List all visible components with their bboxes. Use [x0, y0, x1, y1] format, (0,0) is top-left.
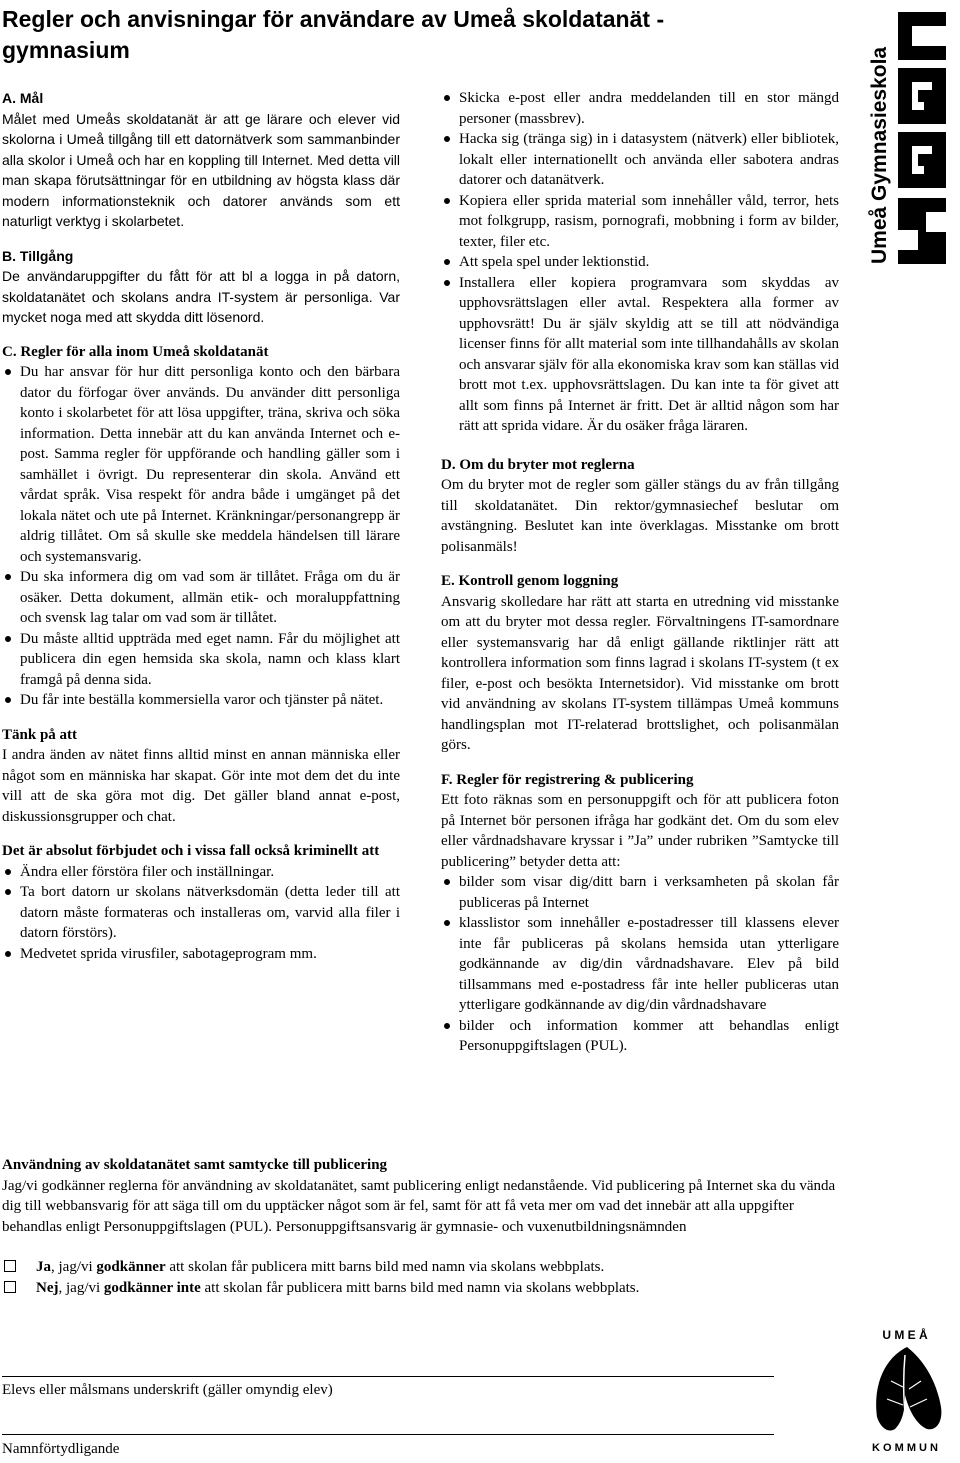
list-item: bilder som visar dig/ditt barn i verksamheten på skolan får publiceras på Internet — [441, 872, 839, 913]
section-c — [2, 342, 400, 711]
forbidden-heading: Det är absolut förbjudet och i vissa fall också kriminellt att — [2, 843, 380, 859]
section-a — [2, 88, 400, 232]
section-a-heading: A. Mål — [2, 90, 44, 106]
bullet-icon — [5, 574, 11, 580]
bullet-icon — [5, 636, 11, 642]
list-item: Du får inte beställa kommersiella varor och tjänster på nätet. — [2, 690, 400, 711]
svg-text:Umeå Gymnasieskola: Umeå Gymnasieskola — [868, 46, 891, 264]
bullet-icon — [444, 920, 450, 926]
list-item: klasslistor som innehåller e-postadresser till klassens elever inte får publiceras på skolans hemsida utan ytterligare godkännande av dig/din vårdnadshavare. Elev på bild tillsammans med e-postadress får inte heller publiceras utan ytterligare godkännande av dig/din vårdnadshavare — [441, 913, 839, 1016]
left-column — [2, 88, 400, 964]
bullet-icon — [5, 369, 11, 375]
forbidden-section — [2, 841, 400, 964]
right-column — [441, 88, 839, 1057]
section-c-list — [2, 362, 400, 711]
list-item: bilder och information kommer att behandlas enligt Personuppgiftslagen (PUL). — [441, 1016, 839, 1057]
think-text: I andra änden av nätet finns alltid minst en annan människa eller något som en människa har skapat. Gör inte mot dem det du inte vill att de ska göra mot dig. Det gäller bland annat e-post, diskussionsgrupper och chat. — [2, 747, 400, 825]
forbidden-list-continued — [441, 88, 839, 437]
bullet-icon — [5, 869, 11, 875]
umea-kommun-logo — [855, 1325, 955, 1455]
section-d-text: Om du bryter mot de regler som gäller stängs du av från tillgång till skoldatanätet. Din rektor/gymnasiechef beslutar om avstängning. Beslutet kan inte överklagas. Misstanke om brott polisanmäls! — [441, 477, 839, 555]
bullet-icon — [5, 951, 11, 957]
section-b-text: De användaruppgifter du fått för att bl a logga in på datorn, skoldatanätet och skolans andra IT-system är personliga. Var mycket noga med att skydda ditt lösenord. — [2, 268, 400, 325]
list-item: Ändra eller förstöra filer och inställningar. — [2, 862, 400, 883]
think-section — [2, 725, 400, 828]
yes-checkbox[interactable] — [4, 1260, 16, 1272]
section-a-text: Målet med Umeås skoldatanät är att ge lärare och elever vid skolorna i Umeå tillgång till ett datornätverk som sammanbinder alla skolor i Umeå och har en koppling till Internet. Med detta vill man skapa förutsättningar för en utbildning av högsta klass där modern informationsteknik och datorer används som ett naturligt verktyg i skolarbetet. — [2, 110, 401, 229]
svg-text:U M E Å: U M E Å — [882, 1328, 928, 1342]
bullet-icon — [444, 1023, 450, 1029]
signature-line[interactable] — [2, 1376, 774, 1377]
consent-no-option[interactable]: Nej, jag/vi godkänner inte att skolan får publicera mitt barns bild med namn via skolans webbplats. — [2, 1278, 837, 1299]
section-e-text: Ansvarig skolledare har rätt att starta en utredning vid misstanke om att du bryter mot dessa regler. Förvaltningens IT-samordnare eller systemansvarig har då enligt gällande riktlinjer rätt att kontrollera information som finns lagrad i skolans IT-system (t ex filer, e-post och besökta Internetsidor). Vid misstanke om brott vid användning av skolans IT-system tillämpas Umeå kommuns handlingsplan mot IT-relaterad brottslighet, och polisanmälan görs. — [441, 593, 839, 753]
list-item: Du ska informera dig om vad som är tillåtet. Fråga om du är osäker. Detta dokument, allmän etik- och moraluppfattning och svensk lag talar om vad som är tillåtet. — [2, 567, 400, 629]
list-item: Att spela spel under lektionstid. — [441, 252, 839, 273]
section-b-heading: B. Tillgång — [2, 247, 74, 264]
bullet-icon — [444, 879, 450, 885]
umea-gymnasieskola-logo — [866, 6, 956, 268]
consent-section — [2, 1155, 837, 1298]
bullet-icon — [444, 259, 450, 265]
uggs-logo-icon — [866, 6, 956, 268]
consent-text: Jag/vi godkänner reglerna för användning av skoldatanätet, samt publicering enligt nedanstående. Vid publicering på Internet ska du vända dig till webbansvarig för att säga till om du upptäcker något som är fel, samt för att få veta mer om vad det innebär att alla uppgifter behandlas enligt Personuppgiftslagen (PUL). Personuppgiftsansvarig är gymnasie- och vuxenutbildningsnämnden — [2, 1177, 836, 1235]
list-item: Skicka e-post eller andra meddelanden till en stor mängd personer (massbrev). — [441, 88, 839, 129]
bullet-icon — [444, 136, 450, 142]
bullet-icon — [5, 889, 11, 895]
consent-heading: Användning av skoldatanätet samt samtycke till publicering — [2, 1157, 388, 1173]
bullet-icon — [444, 198, 450, 204]
think-heading: Tänk på att — [2, 726, 78, 743]
list-item: Du måste alltid uppträda med eget namn. Får du möjlighet att publicera din egen hemsida ska skola, namn och klass klart framgå på denna sida. — [2, 629, 400, 691]
bullet-icon — [444, 95, 450, 101]
svg-text:K O M M U N: K O M M U N — [872, 1442, 938, 1454]
name-clarification-label: Namnförtydligande — [2, 1441, 120, 1457]
section-f-text: Ett foto räknas som en personuppgift och för att publicera foton på Internet bör personen ifråga har godkänt det. Om du som elev eller vårdnadshavare kryssar i ”Ja” under rubriken ”Samtycke till publicering” betyder detta att: — [441, 792, 839, 870]
page-title: Regler och anvisningar för användare av Umeå skoldatanät - gymnasium — [2, 6, 665, 63]
consent-yes-option[interactable]: Ja, jag/vi godkänner att skolan får publicera mitt barns bild med namn via skolans webbplats. — [2, 1257, 837, 1278]
section-f-heading: F. Regler för registrering & publicering — [441, 771, 694, 788]
section-e-heading: E. Kontroll genom loggning — [441, 573, 619, 589]
bullet-icon — [5, 697, 11, 703]
forbidden-list — [2, 862, 400, 965]
birch-leaf-icon — [855, 1325, 955, 1455]
list-item: Installera eller kopiera programvara som skyddas av upphovsrättslagen eller avtal. Respektera alla former av upphovsrätt! Du är själv skyldig att se till att nödvändiga licenser finns för allt material som inte tillhandahålls av skolan och ansvarar själv för alla ekonomiska krav som kan ställas vid brott mot t.ex. upphovsrättslagen. Du kan inte ta för givet att allt som finns på Internet är fritt. Det är alltid någon som har rätt att sprida vidare. Är du osäker fråga läraren. — [441, 273, 839, 437]
no-checkbox[interactable] — [4, 1281, 16, 1293]
section-b — [2, 246, 400, 328]
list-item: Kopiera eller sprida material som innehåller våld, terror, hets mot folkgrupp, rasism, pornografi, mobbning i form av bilder, texter, filer etc. — [441, 191, 839, 253]
section-e — [441, 571, 839, 756]
section-f-list — [441, 872, 839, 1057]
section-f — [441, 770, 839, 1057]
section-c-heading: C. Regler för alla inom Umeå skoldatanät — [2, 343, 269, 360]
list-item: Ta bort datorn ur skolans nätverksdomän (detta leder till att datorn måste formateras och installeras om, varvid alla filer i datorn förstörs). — [2, 882, 400, 944]
list-item: Du har ansvar för hur ditt personliga konto och den bärbara dator du förfogar över används. Du använder ditt personliga konto i skolarbetet för att lösa uppgifter, träna, skriva och söka information. Detta innebär att du kan använda Internet och e-post. Samma regler för uppförande och handling gäller som i samhället i övrigt. Du representerar din skola. Använd ett vårdat språk. Visa respekt för andra både i umgänget på det lokala nätet och ute på Internet. Kränkningar/personangrepp är aldrig tillåtet. Om så skulle ske meddela händelsen till lärare och systemansvarig. — [2, 362, 400, 567]
section-d — [441, 455, 839, 558]
section-d-heading: D. Om du bryter mot reglerna — [441, 456, 635, 473]
signature-label: Elevs eller målsmans underskrift (gäller omyndig elev) — [2, 1382, 333, 1398]
name-clarification-line[interactable] — [2, 1434, 774, 1435]
list-item: Medvetet sprida virusfiler, sabotageprogram mm. — [2, 944, 400, 965]
bullet-icon — [444, 280, 450, 286]
list-item: Hacka sig (tränga sig) in i datasystem (nätverk) eller bibliotek, lokalt eller internationellt och använda eller sabotera andras datorer och datanätverk. — [441, 129, 839, 191]
